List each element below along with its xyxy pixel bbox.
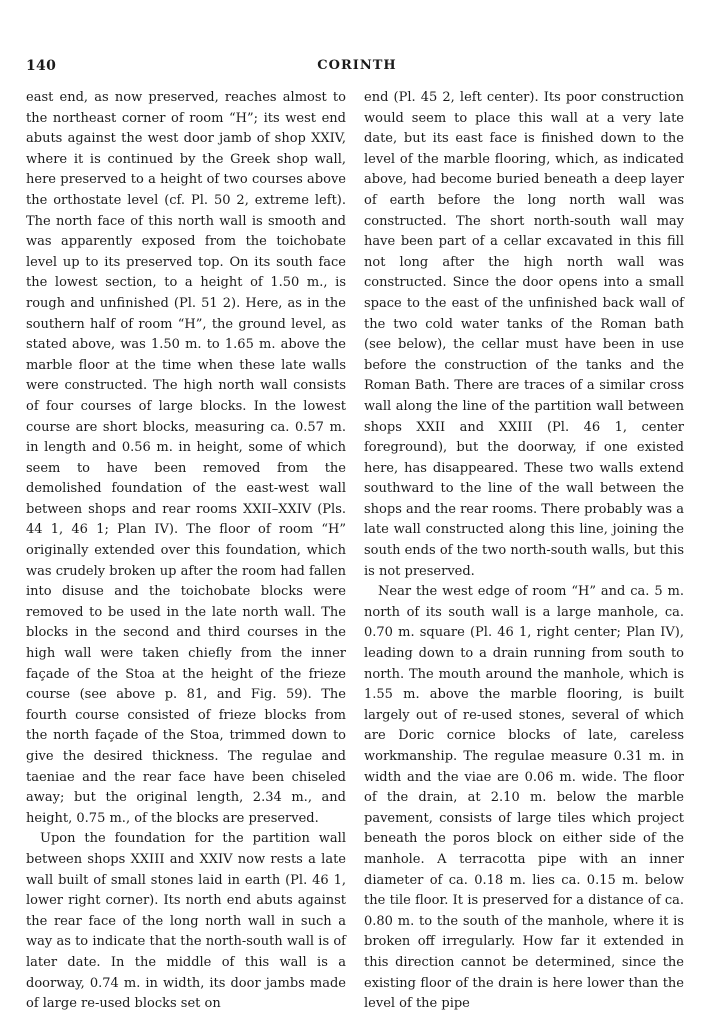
left-column xyxy=(26,88,346,1015)
paragraph: east end, as now preserved, reaches almost to the northeast corner of room “H”; its west end abuts against the west door jamb of shop XXIV, where it is continued by the Greek shop wall, here preserved to a height of two courses above the orthostate level (cf. Pl. 50 2, extreme left). The north face of this north wall is smooth and was apparently exposed from the toichobate level up to its preserved top. On its south face the lowest section, to a height of 1.50 m., is rough and unfinished (Pl. 51 2). Here, as in the southern half of room “H”, the ground level, as stated above, was 1.50 m. to 1.65 m. above the marble floor at the time when these late walls were constructed. The high north wall consists of four courses of large blocks. In the lowest course are short blocks, measuring ca. 0.57 m. in length and 0.56 m. in height, some of which seem to have been removed from the demolished foundation of the east-west wall between shops and rear rooms XXII–XXIV (Pls. 44 1, 46 1; Plan IV). The floor of room “H” originally extended over this foundation, which was crudely broken up after the room had fallen into disuse and the toichobate blocks were removed to be used in the late north wall. The blocks in the second and third courses in the high wall were taken chiefly from the inner façade of the Stoa at the height of the frieze course (see above p. 81, and Fig. 59). The fourth course consisted of frieze blocks from the north façade of the Stoa, trimmed down to give the desired thickness. The regulae and taeniae and the rear face have been chiseled away; but the original length, 2.34 m., and height, 0.75 m., of the blocks are preserved. xyxy=(26,90,346,826)
running-head: CORINTH xyxy=(317,58,397,73)
paragraph: Upon the foundation for the partition wall between shops XXIII and XXIV now rests a late wall built of small stones laid in earth (Pl. 46 1, lower right corner). Its north end abuts against the rear face of the long north wall in such a way as to indicate that the north-south wall is of later date. In the middle of this wall is a doorway, 0.74 m. in width, its door jambs made of large re-used blocks set on xyxy=(26,831,346,1012)
right-column xyxy=(364,88,684,1015)
paragraph: Near the west edge of room “H” and ca. 5 m. north of its south wall is a large manhole, ca. 0.70 m. square (Pl. 46 1, right center; Plan IV), leading down to a drain running from south to north. The mouth around the manhole, which is 1.55 m. above the marble flooring, is built largely out of re-used stones, several of which are Doric cornice blocks of late, careless workmanship. The regulae measure 0.31 m. in width and the viae are 0.06 m. wide. The floor of the drain, at 2.10 m. below the marble pavement, consists of large tiles which project beneath the poros block on either side of the manhole. A terracotta pipe with an inner diameter of ca. 0.18 m. lies ca. 0.15 m. below the tile floor. It is preserved for a distance of ca. 0.80 m. to the south of the manhole, where it is broken off irregularly. How far it extended in this direction cannot be determined, since the existing floor of the drain is here lower than the level of the pipe xyxy=(364,584,684,1012)
page-number: 140 xyxy=(26,58,57,74)
paragraph: end (Pl. 45 2, left center). Its poor construction would seem to place this wall at a very late date, but its east face is finished down to the level of the marble flooring, which, as indicated above, had become buried beneath a deep layer of earth before the long north wall was constructed. The short north-south wall may have been part of a cellar excavated in this fill not long after the high north wall was constructed. Since the door opens into a small space to the east of the unfinished back wall of the two cold water tanks of the Roman bath (see below), the cellar must have been in use before the construction of the tanks and the Roman Bath. There are traces of a similar cross wall along the line of the partition wall between shops XXII and XXIII (Pl. 46 1, center foreground), but the doorway, if one existed here, has disappeared. These two walls extend southward to the line of the wall between the shops and the rear rooms. There probably was a late wall constructed along this line, joining the south ends of the two north-south walls, but this is not preserved. xyxy=(364,90,684,579)
